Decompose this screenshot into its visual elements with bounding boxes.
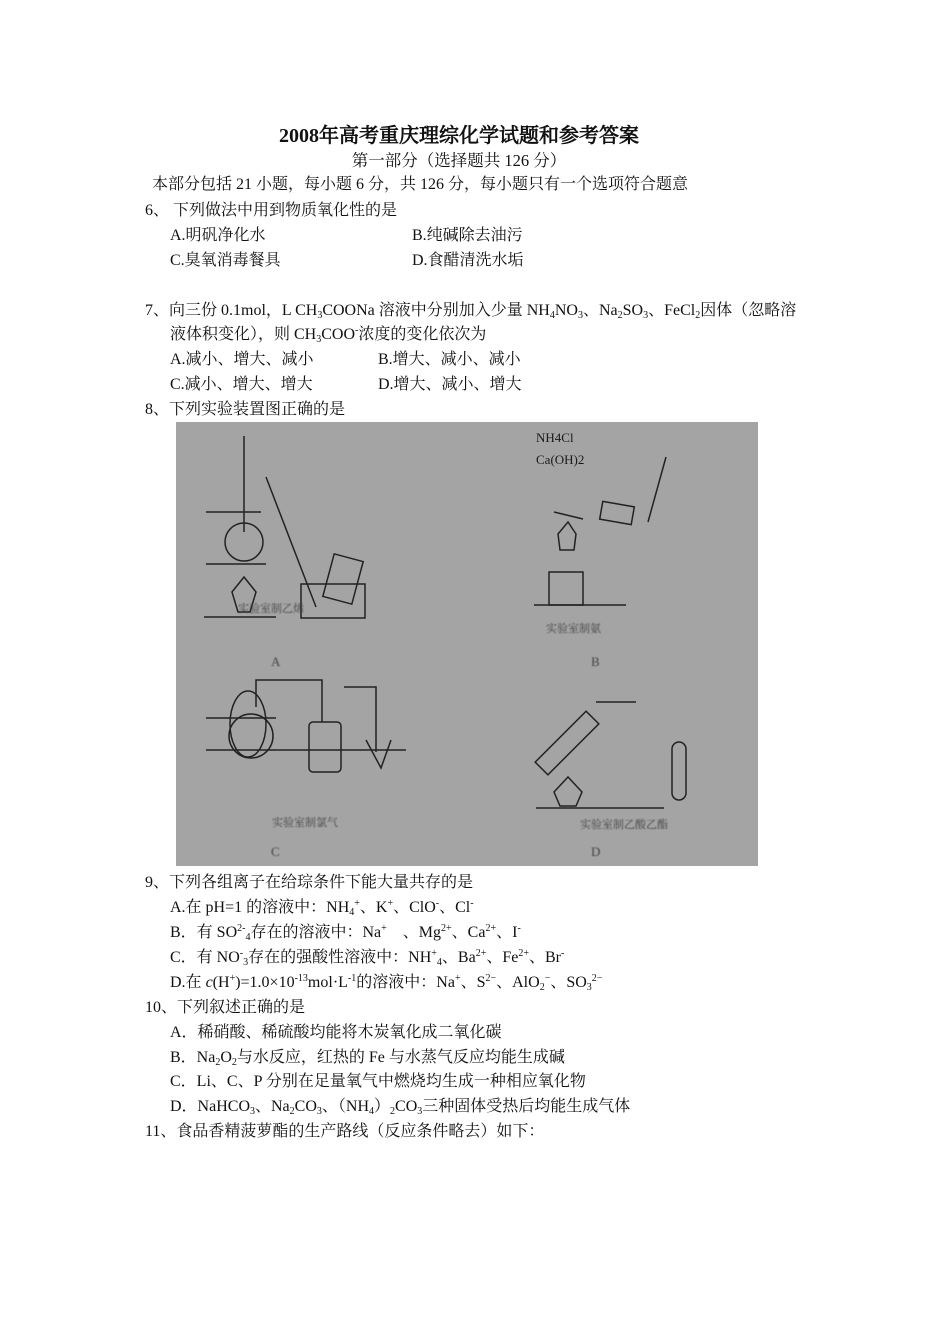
text-segment: + bbox=[381, 923, 387, 934]
text-segment: 2+ bbox=[485, 923, 497, 934]
text-segment: 2 bbox=[539, 982, 545, 993]
text-segment: A．稀硝酸、稀硫酸均能将木炭氧化成二氧化碳 bbox=[170, 1024, 502, 1041]
question-7-stem-line-1 bbox=[145, 301, 796, 321]
text-segment: − bbox=[544, 973, 551, 984]
text-segment: D.在 bbox=[170, 974, 206, 991]
text-segment: - bbox=[517, 923, 521, 934]
text-segment: 三种固体受热后均能生成气体 bbox=[422, 1098, 631, 1115]
section-intro: 本部分包括 21 小题，每小题 6 分，共 126 分，每小题只有一个选项符合题意 bbox=[152, 176, 689, 193]
text-segment: 4 bbox=[245, 932, 251, 943]
question-10-stem bbox=[145, 998, 305, 1018]
apparatus-a-drawing bbox=[204, 436, 365, 618]
caption-b: 实验室制氨 bbox=[546, 623, 601, 635]
panel-label-d: D bbox=[591, 844, 601, 859]
caption-d: 实验室制乙酸乙酯 bbox=[580, 819, 668, 831]
question-7-option-c bbox=[170, 375, 313, 395]
text-segment: 、ClO bbox=[393, 899, 436, 916]
text-segment: 2− bbox=[485, 973, 497, 984]
text-segment: A.在 pH=1 的溶液中：NH bbox=[170, 899, 350, 916]
text-segment: 浓度的变化依次为 bbox=[358, 326, 487, 343]
text-segment: D.食醋清洗水垢 bbox=[412, 252, 524, 269]
text-segment: 、Na bbox=[255, 1098, 290, 1115]
text-segment: 、FeCl bbox=[648, 302, 696, 319]
text-segment: C.减小、增大、增大 bbox=[170, 376, 313, 393]
panel-label-c: C bbox=[271, 844, 280, 859]
text-segment: 与水反应，红热的 Fe 与水蒸气反应均能生成碱 bbox=[236, 1049, 565, 1066]
text-segment: 3 bbox=[250, 1106, 255, 1117]
panel-label-a: A bbox=[271, 654, 281, 669]
question-10-option-a bbox=[170, 1023, 502, 1043]
text-segment: 3 bbox=[317, 310, 323, 321]
text-segment: COONa 溶液中分别加入少量 NH bbox=[322, 302, 550, 319]
text-segment: 2 bbox=[289, 1106, 295, 1117]
text-segment: 4 bbox=[349, 907, 355, 918]
text-segment: D．NaHCO bbox=[170, 1098, 250, 1115]
text-segment: 、Ca bbox=[451, 924, 486, 941]
text-segment: 9、下列各组离子在给琮条件下能大量共存的是 bbox=[145, 874, 474, 891]
text-segment: 存在的强酸性溶液中：NH bbox=[248, 949, 432, 966]
text-segment: + bbox=[431, 948, 437, 959]
text-segment: B.纯碱除去油污 bbox=[412, 227, 523, 244]
apparatus-figure bbox=[176, 422, 758, 866]
text-segment: )=1.0×10 bbox=[235, 974, 295, 991]
question-10-option-d bbox=[170, 1097, 630, 1117]
text-segment: C．Li、C、P 分别在足量氧气中燃烧均生成一种相应氧化物 bbox=[170, 1073, 586, 1090]
reagent-nh4cl-label: NH4Cl bbox=[536, 430, 574, 445]
text-segment: + bbox=[387, 898, 394, 909]
text-segment: 、Fe bbox=[486, 949, 519, 966]
apparatus-b-drawing bbox=[534, 457, 666, 605]
text-segment: B．Na bbox=[170, 1049, 216, 1066]
text-segment: 10、下列叙述正确的是 bbox=[145, 999, 306, 1016]
question-10-option-c bbox=[170, 1072, 586, 1092]
text-segment: COO bbox=[321, 326, 356, 343]
text-segment: 2+ bbox=[475, 948, 487, 959]
question-9-option-d bbox=[170, 973, 602, 993]
text-segment: 4 bbox=[436, 957, 442, 968]
text-segment: O bbox=[220, 1049, 232, 1066]
text-segment: -13 bbox=[294, 973, 308, 984]
text-segment: 、Mg bbox=[386, 924, 442, 941]
text-segment: 7、向三份 0.1mol，L CH bbox=[145, 302, 318, 319]
text-segment: (H bbox=[212, 974, 230, 991]
text-segment: 2 bbox=[695, 310, 701, 321]
text-segment: 3 bbox=[417, 1106, 423, 1117]
text-segment: -1 bbox=[347, 973, 357, 984]
question-10-option-b bbox=[170, 1048, 565, 1068]
text-segment: 2 bbox=[617, 310, 623, 321]
question-6-stem bbox=[145, 201, 397, 221]
apparatus-c-drawing bbox=[206, 680, 406, 772]
apparatus-d-drawing bbox=[535, 702, 686, 808]
text-segment: 3 bbox=[643, 310, 649, 321]
text-segment: 、S bbox=[460, 974, 486, 991]
text-segment: 3 bbox=[577, 310, 583, 321]
question-6-option-b bbox=[412, 226, 523, 246]
text-segment: NO bbox=[554, 302, 578, 319]
text-segment: 、SO bbox=[550, 974, 587, 991]
text-segment: + bbox=[229, 973, 236, 984]
question-9-option-a bbox=[170, 898, 474, 918]
text-segment: 2 bbox=[215, 1057, 221, 1068]
text-segment: 3 bbox=[586, 982, 592, 993]
text-segment: SO bbox=[622, 302, 644, 319]
text-segment: 、Cl bbox=[439, 899, 471, 916]
text-segment: CO bbox=[294, 1098, 317, 1115]
text-segment: 、（NH bbox=[321, 1098, 370, 1115]
text-segment: 3 bbox=[316, 334, 322, 345]
text-segment: 6、 下列做法中用到物质氧化性的是 bbox=[145, 202, 398, 219]
text-segment: CO bbox=[395, 1098, 418, 1115]
question-6-option-d bbox=[412, 251, 524, 271]
text-segment: 3 bbox=[243, 957, 249, 968]
text-segment: mol·L bbox=[307, 974, 348, 991]
section-subtitle: 第一部分（选择题共 126 分） bbox=[351, 151, 567, 170]
reagent-caoh2-label: Ca(OH)2 bbox=[536, 452, 585, 467]
text-segment: c bbox=[205, 974, 213, 991]
text-segment: B.增大、减小、减小 bbox=[378, 351, 521, 368]
question-8-stem bbox=[145, 400, 345, 420]
text-segment: 、I bbox=[496, 924, 518, 941]
text-segment: 2 bbox=[231, 1057, 237, 1068]
text-segment: 的溶液中：Na bbox=[356, 974, 455, 991]
question-11-stem bbox=[145, 1122, 544, 1142]
text-segment: 11、食品香精菠萝酯的生产路线（反应条件略去）如下： bbox=[145, 1123, 545, 1140]
text-segment: 因体（忽略溶 bbox=[700, 302, 797, 319]
panel-label-b: B bbox=[591, 654, 600, 669]
page-title: 2008年高考重庆理综化学试题和参考答案 bbox=[279, 125, 639, 147]
caption-c: 实验室制氯气 bbox=[272, 817, 338, 829]
text-segment: 2− bbox=[591, 973, 603, 984]
text-segment: - bbox=[355, 325, 359, 336]
question-9-option-c bbox=[170, 948, 564, 968]
question-7-option-d bbox=[378, 375, 522, 395]
text-segment: 液体积变化），则 CH bbox=[170, 326, 317, 343]
text-segment: 、Br bbox=[528, 949, 561, 966]
question-7-option-a bbox=[170, 350, 314, 370]
text-segment: C．有 NO bbox=[170, 949, 240, 966]
text-segment: 2+ bbox=[441, 923, 452, 934]
text-segment: 8、下列实验装置图正确的是 bbox=[145, 401, 346, 418]
text-segment: 、Na bbox=[582, 302, 618, 319]
question-6-option-a bbox=[170, 226, 266, 246]
question-6-option-c bbox=[170, 251, 281, 271]
text-segment: C.臭氧消毒餐具 bbox=[170, 252, 281, 269]
text-segment: A.减小、增大、减小 bbox=[170, 351, 314, 368]
text-segment: - bbox=[470, 898, 474, 909]
text-segment: - bbox=[561, 948, 565, 959]
text-segment: 存在的溶液中：Na bbox=[250, 924, 382, 941]
text-segment: 4 bbox=[549, 310, 555, 321]
text-segment: 2- bbox=[237, 923, 246, 934]
question-7-option-b bbox=[378, 350, 521, 370]
question-9-stem bbox=[145, 873, 473, 893]
text-segment: + bbox=[454, 973, 461, 984]
apparatus-drawing bbox=[176, 422, 758, 866]
text-segment: 2+ bbox=[518, 948, 529, 959]
text-segment: - bbox=[435, 898, 440, 909]
text-segment: B．有 SO bbox=[170, 924, 238, 941]
caption-a: 实验室制乙烯 bbox=[238, 603, 304, 615]
text-segment: + bbox=[354, 898, 360, 909]
text-segment: 4 bbox=[369, 1106, 375, 1117]
text-segment: - bbox=[239, 948, 244, 959]
text-segment: A.明矾净化水 bbox=[170, 227, 266, 244]
text-segment: 3 bbox=[316, 1106, 322, 1117]
text-segment: 、AlO bbox=[496, 974, 540, 991]
text-segment: D.增大、减小、增大 bbox=[378, 376, 522, 393]
question-7-stem-line-2 bbox=[170, 325, 486, 345]
text-segment: ） bbox=[374, 1098, 391, 1115]
question-9-option-b bbox=[170, 923, 521, 943]
text-segment: 、K bbox=[359, 899, 388, 916]
text-segment: 2 bbox=[390, 1106, 396, 1117]
text-segment: 、Ba bbox=[441, 949, 476, 966]
